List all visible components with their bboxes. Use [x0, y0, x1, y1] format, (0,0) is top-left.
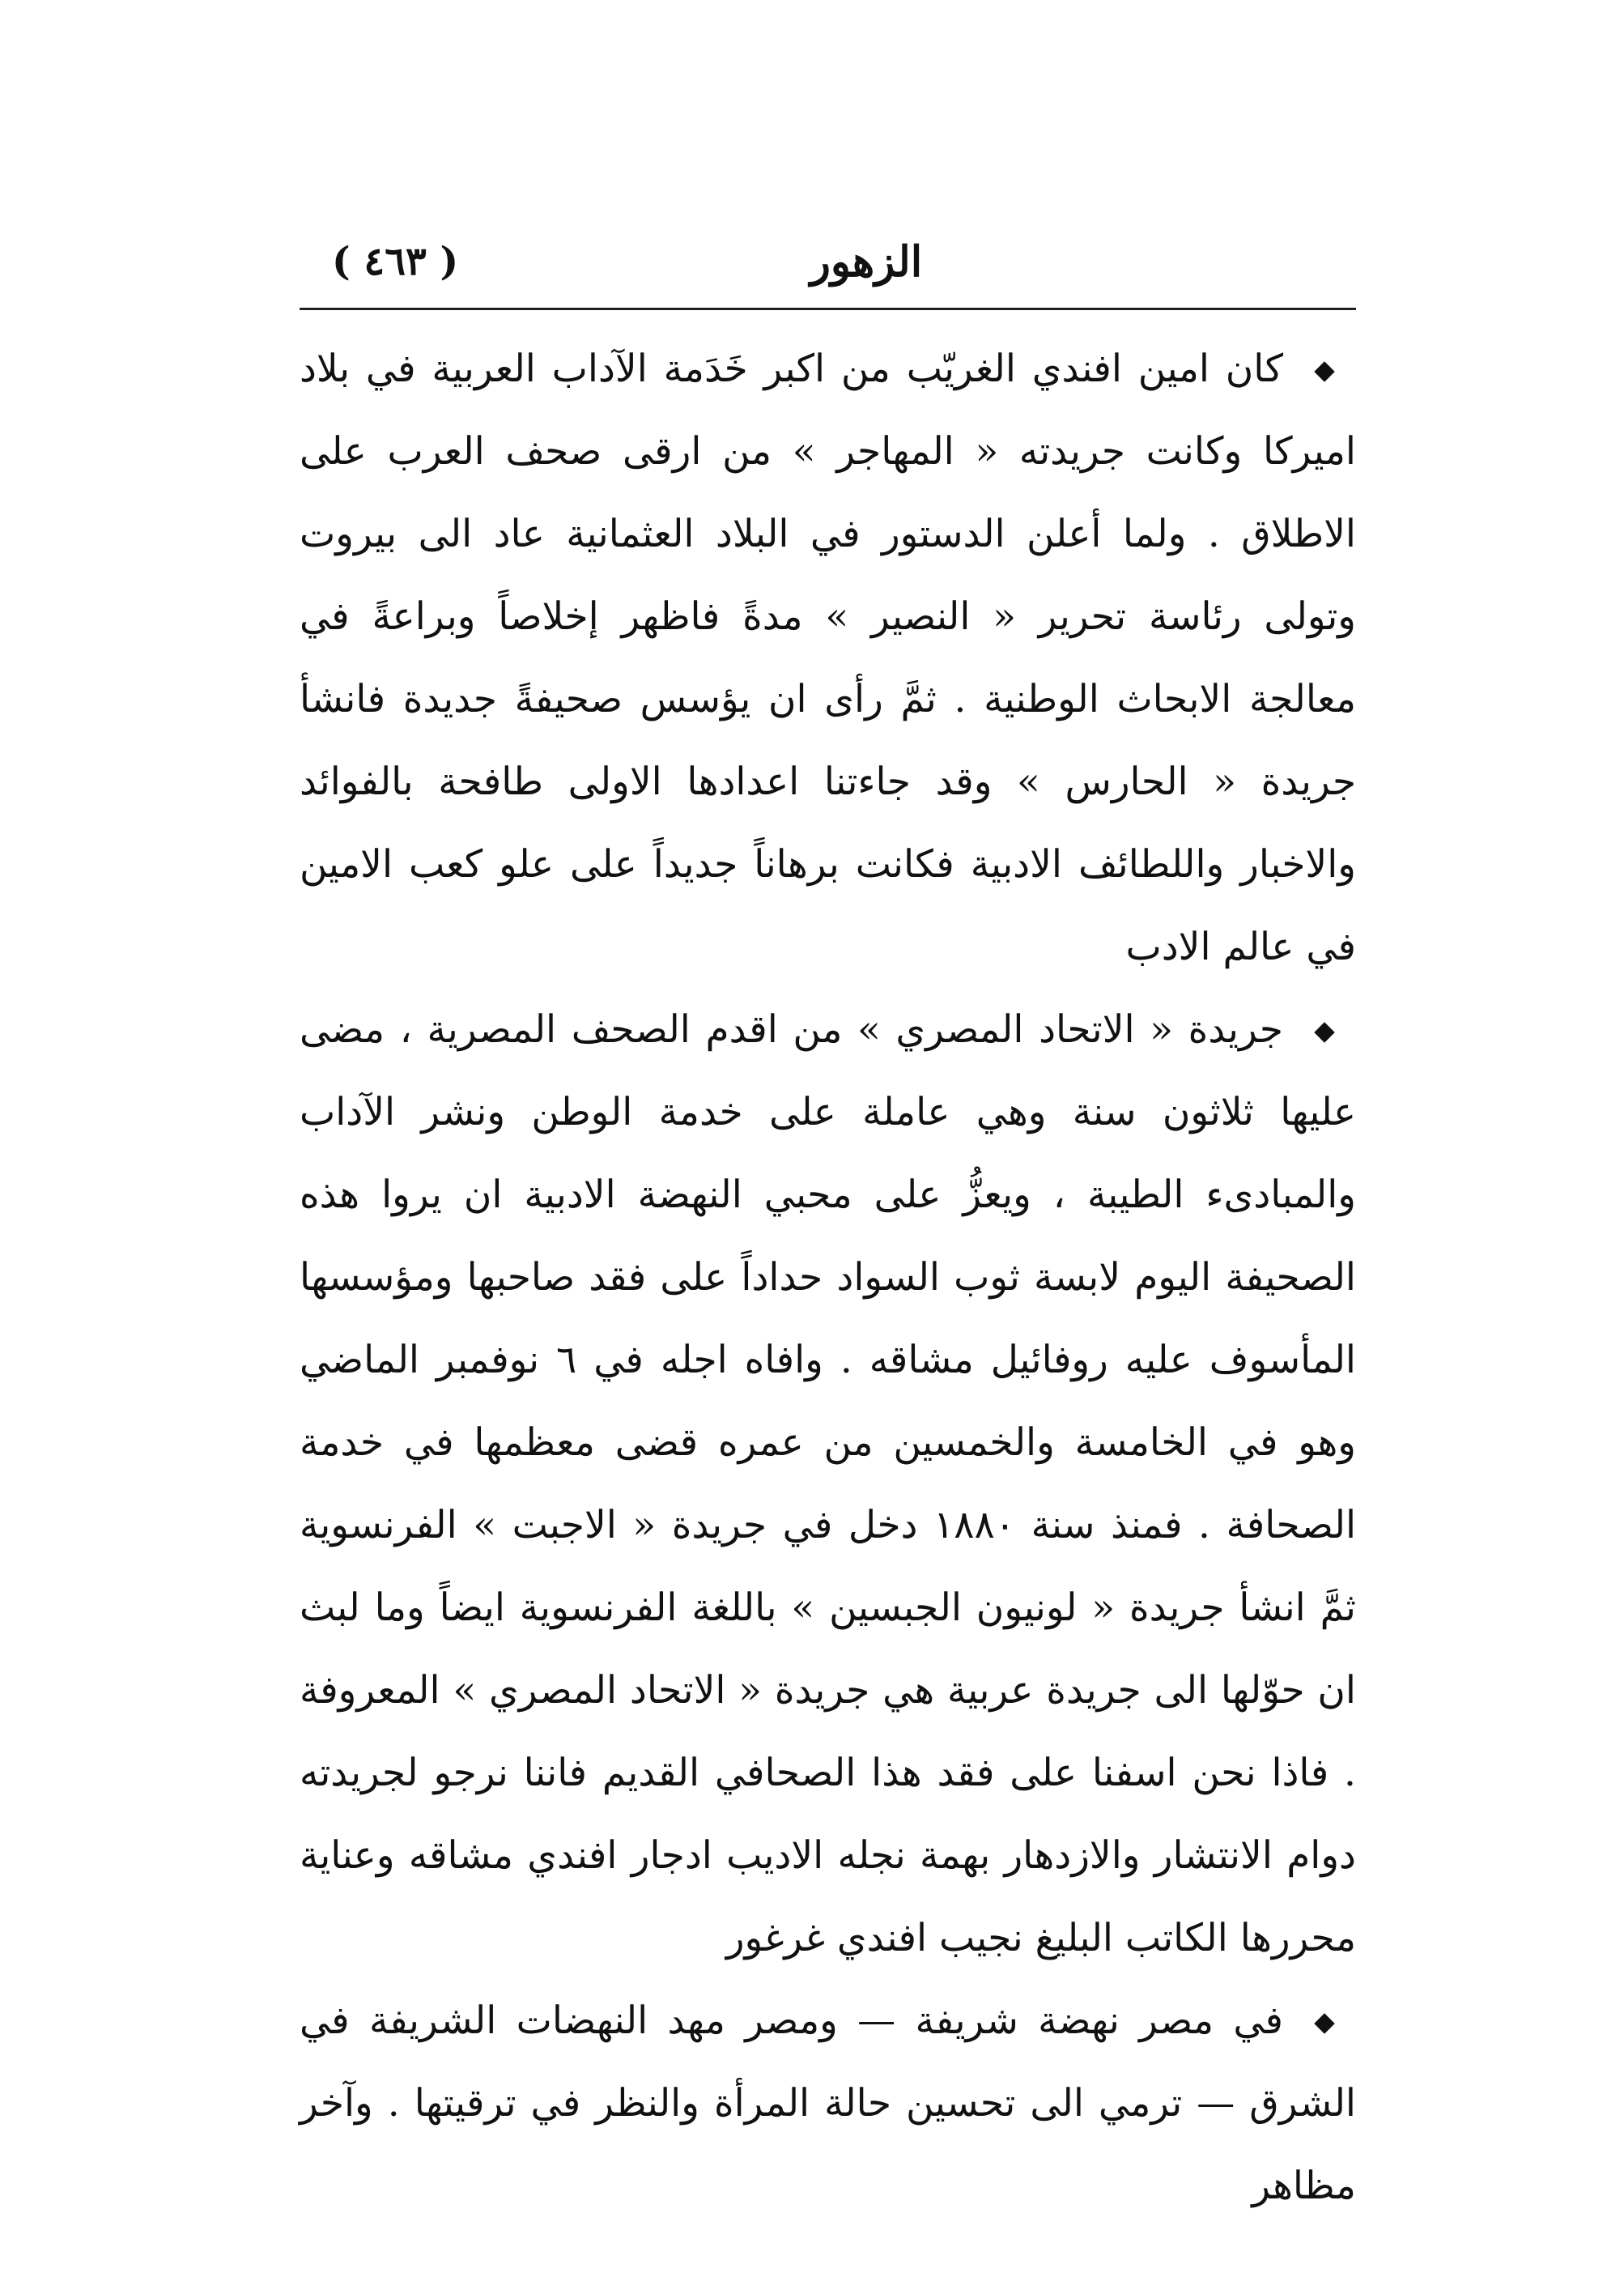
paragraph-3 [300, 1980, 1356, 2228]
paragraph-text: كان امين افندي الغريّب من اكبر خَدَمة الآداب العربية في بلاد اميركا وكانت جريدته « المهاجر » من ارقى صحف العرب على الاطلاق . ولما أعلن الدستور في البلاد العثمانية عاد الى بيروت وتولى رئاسة تحرير « النصير » مدةً فاظهر إخلاصاً وبراعةً في معالجة الابحاث الوطنية . ثمَّ رأى ان يؤسس صحيفةً جديدة فانشأ جريدة « الحارس » وقد جاءتنا اعدادها الاولى طافحة بالفوائد والاخبار واللطائف الادبية فكانت برهاناً جديداً على علو كعب الامين في عالم الادب [300, 347, 1356, 969]
page-header [300, 231, 1352, 304]
article-body [300, 328, 1356, 2228]
paragraph-text: في مصر نهضة شريفة — ومصر مهد النهضات الشريفة في الشرق — ترمي الى تحسين حالة المرأة والنظر في ترقيتها . وآخر مظاهر [300, 1998, 1356, 2208]
header-divider [300, 308, 1356, 310]
bullet-marker-icon [1314, 2013, 1334, 2033]
journal-title: الزهور [810, 237, 923, 287]
page-number: ( ٤٦٣ ) [332, 239, 459, 284]
paragraph-1 [300, 328, 1356, 989]
paragraph-text: جريدة « الاتحاد المصري » من اقدم الصحف المصرية ، مضى عليها ثلاثون سنة وهي عاملة على خدمة الوطن ونشر الآداب والمبادىء الطيبة ، ويعزُّ على محبي النهضة الادبية ان يروا هذه الصحيفة اليوم لابسة ثوب السواد حداداً على فقد صاحبها ومؤسسها المأسوف عليه روفائيل مشاقه . وافاه اجله في ٦ نوفمبر الماضي وهو في الخامسة والخمسين من عمره قضى معظمها في خدمة الصحافة . فمنذ سنة ١٨٨٠ دخل في جريدة « الاجبت » الفرنسوية ثمَّ انشأ جريدة « لونيون الجبسين » باللغة الفرنسوية ايضاً وما لبث ان حوّلها الى جريدة عربية هي جريدة « الاتحاد المصري » المعروفة . فاذا نحن اسفنا على فقد هذا الصحافي القديم فاننا نرجو لجريدته دوام الانتشار والازدهار بهمة نجله الاديب ادجار افندي مشاقه وعناية محررها الكاتب البليغ نجيب افندي غرغور [300, 1007, 1356, 1960]
bullet-marker-icon [1314, 361, 1334, 381]
bullet-marker-icon [1314, 1022, 1334, 1042]
paragraph-2 [300, 989, 1356, 1980]
